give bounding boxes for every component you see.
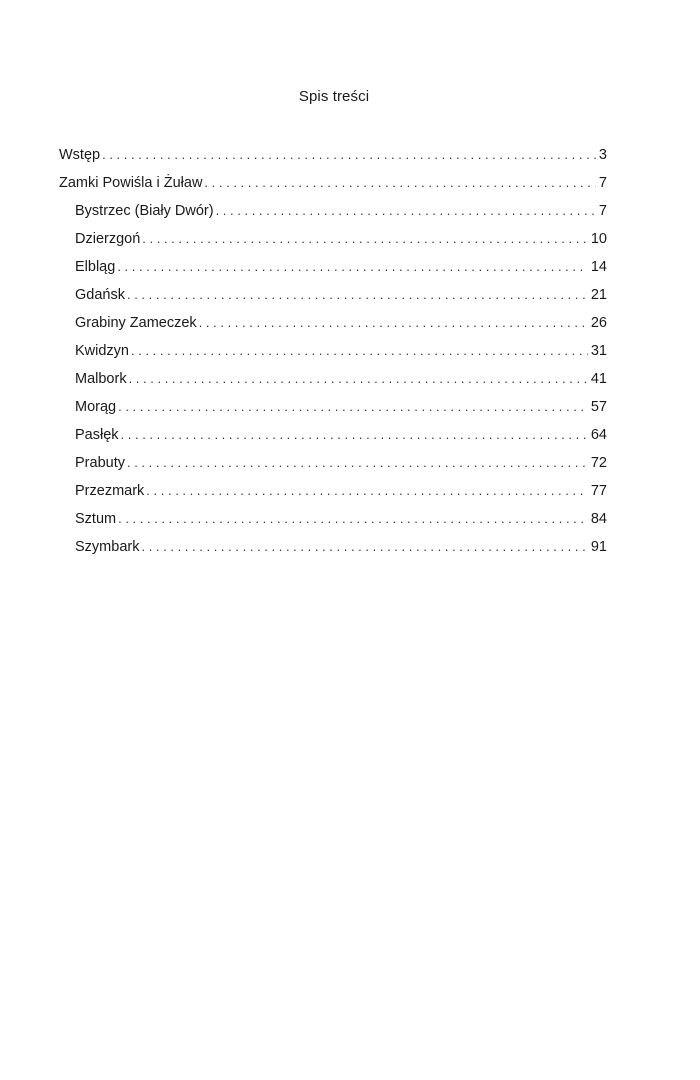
toc-entry[interactable] [59,141,607,169]
toc-entry-label: Malbork [75,371,127,387]
toc-entry-page-number: 26 [590,315,607,331]
toc-entry-page-number: 14 [590,259,607,275]
toc-entry[interactable] [59,169,607,197]
toc-entry-label: Pasłęk [75,427,119,443]
toc-entry-page-number: 21 [590,287,607,303]
toc-entry[interactable] [59,505,607,533]
toc-entry-label: Sztum [75,511,117,527]
toc-entry-label: Prabuty [75,455,125,471]
toc-entry[interactable] [59,421,607,449]
toc-dot-leader [141,533,587,561]
toc-entry[interactable] [59,533,607,561]
toc-dot-leader [199,309,588,337]
toc-entry-label: Grabiny Zameczek [75,315,197,331]
toc-entry-label: Gdańsk [75,287,125,303]
toc-dot-leader [118,505,588,533]
toc-dot-leader [118,393,588,421]
toc-dot-leader [146,477,588,505]
toc-entry-label: Kwidzyn [75,343,129,359]
toc-dot-leader [127,449,588,477]
toc-entry[interactable] [59,281,607,309]
toc-entry[interactable] [59,197,607,225]
toc-entry-page-number: 57 [590,399,607,415]
toc-entry-label: Szymbark [75,539,140,555]
toc-entry-label: Dzierzgoń [75,231,141,247]
toc-entry-label: Bystrzec (Biały Dwór) [75,203,214,219]
toc-entry[interactable] [59,253,607,281]
toc-entry-page-number: 3 [598,147,607,163]
page-title: Spis treści [298,88,370,105]
toc-entry-page-number: 7 [598,175,607,191]
toc-dot-leader [204,169,596,197]
toc-entry[interactable] [59,449,607,477]
toc-entry-label: Przezmark [75,483,145,499]
toc-entry-page-number: 91 [590,539,607,555]
toc-entry-page-number: 31 [590,343,607,359]
toc-dot-leader [117,253,588,281]
toc-entry[interactable] [59,337,607,365]
toc-dot-leader [216,197,596,225]
toc-entry-page-number: 84 [590,511,607,527]
toc-dot-leader [142,225,588,253]
toc-entry-page-number: 10 [590,231,607,247]
toc-entry-label: Elbląg [75,259,116,275]
toc-entry-page-number: 41 [590,371,607,387]
toc-dot-leader [121,421,588,449]
toc-entry-page-number: 72 [590,455,607,471]
toc-dot-leader [127,281,588,309]
toc-entry-page-number: 77 [590,483,607,499]
toc-entry-page-number: 64 [590,427,607,443]
table-of-contents [59,141,607,561]
toc-entry[interactable] [59,393,607,421]
toc-entry-page-number: 7 [598,203,607,219]
toc-entry-label: Morąg [75,399,117,415]
toc-entry[interactable] [59,309,607,337]
toc-dot-leader [102,141,596,169]
toc-entry-label: Wstęp [59,147,101,163]
toc-dot-leader [129,365,588,393]
toc-entry[interactable] [59,365,607,393]
toc-entry-label: Zamki Powiśla i Żuław [59,175,203,191]
toc-dot-leader [131,337,588,365]
toc-entry[interactable] [59,477,607,505]
toc-entry[interactable] [59,225,607,253]
